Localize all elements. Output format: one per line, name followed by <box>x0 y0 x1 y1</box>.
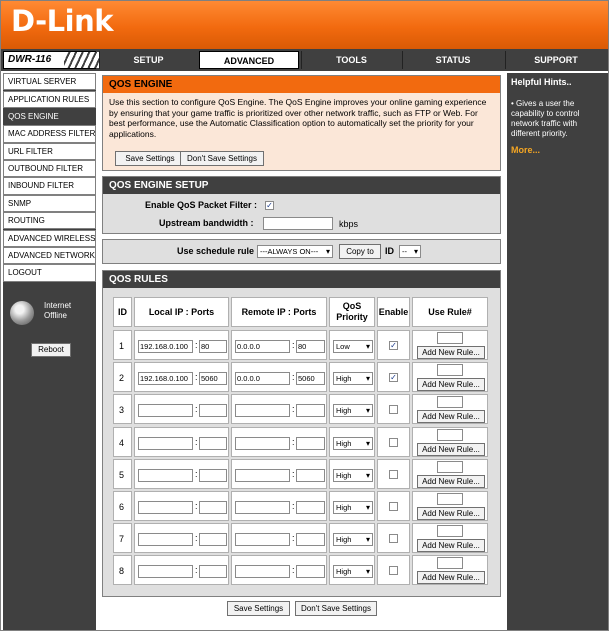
col-header-priority <box>329 297 375 327</box>
table-row-use-rule-cell <box>412 555 488 585</box>
id-label: ID <box>385 246 394 256</box>
table-row-priority-cell <box>329 523 375 553</box>
upstream-unit: kbps <box>339 219 359 229</box>
table-row-priority-cell <box>329 362 375 392</box>
table-row-remote-cell <box>231 394 327 424</box>
use-rule-input[interactable] <box>437 429 463 441</box>
use-rule-input[interactable] <box>437 364 463 376</box>
table-row-local-cell <box>134 523 229 553</box>
table-row-id-cell <box>113 330 132 360</box>
local-ip-input[interactable] <box>138 501 193 514</box>
add-new-rule-button[interactable]: Add New Rule... <box>417 410 485 423</box>
use-rule-input[interactable] <box>437 557 463 569</box>
table-row-remote-cell <box>231 523 327 553</box>
col-header-use-rule <box>412 297 488 327</box>
local-colon: : <box>195 533 198 544</box>
table-row-remote-cell <box>231 427 327 457</box>
dont-save-settings-button-bottom[interactable]: Don't Save Settings <box>295 601 377 616</box>
add-new-rule-button[interactable]: Add New Rule... <box>417 346 485 359</box>
remote-port-input[interactable] <box>296 404 325 417</box>
tab-advanced[interactable]: ADVANCED <box>199 51 299 69</box>
table-row-use-rule-cell <box>412 362 488 392</box>
top-nav <box>1 49 608 71</box>
col-header-local <box>134 297 229 327</box>
table-row-use-rule-cell <box>412 491 488 521</box>
remote-port-input[interactable]: 80 <box>296 340 325 353</box>
qos-rules-table <box>103 289 500 596</box>
local-port-input[interactable]: 80 <box>199 340 227 353</box>
priority-select[interactable]: High ▾ <box>333 437 373 450</box>
priority-select[interactable]: High ▾ <box>333 372 373 385</box>
save-settings-button-bottom[interactable]: Save Settings <box>227 601 290 616</box>
remote-colon: : <box>292 436 295 447</box>
remote-ip-input[interactable] <box>235 469 290 482</box>
table-row-id-cell <box>113 427 132 457</box>
local-colon: : <box>195 340 198 350</box>
remote-port-input[interactable] <box>296 437 325 450</box>
local-ip-input[interactable] <box>138 404 193 417</box>
table-row-priority-cell <box>329 491 375 521</box>
local-port-input[interactable] <box>199 437 227 450</box>
table-row-use-rule-cell <box>412 330 488 360</box>
helpful-hints-panel <box>507 73 608 630</box>
remote-ip-input[interactable] <box>235 533 290 546</box>
add-new-rule-button[interactable]: Add New Rule... <box>417 475 485 488</box>
sidebar-item-logout[interactable]: LOGOUT <box>3 264 96 281</box>
tab-support[interactable]: SUPPORT <box>505 51 606 69</box>
remote-colon: : <box>292 533 295 544</box>
remote-port-input[interactable] <box>296 565 325 578</box>
enable-checkbox[interactable] <box>389 566 398 575</box>
local-ip-input[interactable] <box>138 469 193 482</box>
local-colon: : <box>195 372 198 383</box>
hints-text: • Gives a user the capability to control network traffic with different priority. <box>511 99 580 138</box>
local-ip-input[interactable] <box>138 437 193 450</box>
remote-port-input[interactable] <box>296 501 325 514</box>
table-row-id-cell <box>113 362 132 392</box>
table-row-id-cell <box>113 523 132 553</box>
local-colon: : <box>195 501 198 511</box>
local-ip-input[interactable] <box>138 565 193 578</box>
remote-port-input[interactable] <box>296 533 325 546</box>
table-row-priority-cell <box>329 427 375 457</box>
table-row-remote-cell <box>231 330 327 360</box>
table-row-enable-cell <box>377 459 410 489</box>
table-row-local-cell <box>134 362 229 392</box>
priority-select[interactable]: Low ▾ <box>333 340 373 353</box>
table-row-enable-cell <box>377 394 410 424</box>
table-row-enable-cell <box>377 362 410 392</box>
remote-colon: : <box>292 404 295 415</box>
add-new-rule-button[interactable]: Add New Rule... <box>417 443 485 456</box>
remote-colon: : <box>292 372 295 383</box>
sidebar-item-snmp[interactable]: SNMP <box>3 195 96 212</box>
remote-ip-input[interactable]: 0.0.0.0 <box>235 372 290 385</box>
rule-id: 2 <box>119 373 125 384</box>
use-rule-input[interactable] <box>437 493 463 505</box>
col-header-use-rule-text: Use Rule# <box>428 306 472 317</box>
remote-ip-input[interactable] <box>235 404 290 417</box>
table-row-local-cell <box>134 394 229 424</box>
schedule-rule-select[interactable]: ---ALWAYS ON--- ▾ <box>257 245 333 258</box>
add-new-rule-button[interactable]: Add New Rule... <box>417 539 485 552</box>
col-header-id <box>113 297 132 327</box>
schedule-section <box>102 239 501 264</box>
local-colon: : <box>195 436 198 447</box>
enable-qos-filter-checkbox[interactable]: ✓ <box>266 201 273 210</box>
rule-id: 6 <box>119 502 125 512</box>
local-ip-input[interactable]: 192.168.0.100 <box>138 372 193 385</box>
table-row-local-cell <box>134 330 229 360</box>
qos-setup-title: QOS ENGINE SETUP <box>103 177 500 194</box>
use-rule-input[interactable] <box>437 461 463 473</box>
add-new-rule-button[interactable]: Add New Rule... <box>417 507 485 520</box>
col-header-remote-text: Remote IP : Ports <box>241 306 317 317</box>
col-header-enable-text: Enable <box>378 306 409 317</box>
remote-ip-input[interactable] <box>235 565 290 578</box>
rule-id: 5 <box>119 469 125 480</box>
table-row-priority-cell <box>329 459 375 489</box>
table-row-local-cell <box>134 555 229 585</box>
qos-engine-description: Use this section to configure QoS Engine. The QoS Engine improves your online gaming experience by ensuring that your game traffic is prioritized over other network traffic, such as FTP or Web. For best performance, use the Automatic Classification option to automatically set the priority for your applications. <box>109 97 487 139</box>
priority-select[interactable]: High ▾ <box>333 404 373 417</box>
upstream-bandwidth-label: Upstream bandwidth : <box>159 218 254 228</box>
qos-rules-title: QOS RULES <box>103 271 500 288</box>
rule-id: 3 <box>119 405 125 416</box>
add-new-rule-button[interactable]: Add New Rule... <box>417 571 485 584</box>
rule-id: 4 <box>119 437 125 448</box>
hints-title: Helpful Hints.. <box>511 77 572 87</box>
priority-select[interactable]: High ▾ <box>333 469 373 482</box>
table-row-local-cell <box>134 459 229 489</box>
table-row-remote-cell <box>231 555 327 585</box>
enable-checkbox[interactable] <box>389 438 398 447</box>
rule-id: 1 <box>119 341 125 351</box>
dlink-logo: D-Link <box>11 4 113 38</box>
table-row-priority-cell <box>329 394 375 424</box>
col-header-priority-line2: Priority <box>336 312 368 322</box>
sidebar-item-advanced-wireless[interactable]: ADVANCED WIRELESS <box>3 230 96 247</box>
sidebar-item-application-rules[interactable]: APPLICATION RULES <box>3 91 96 108</box>
internet-status-line2: Offline <box>44 311 67 320</box>
remote-port-input[interactable] <box>296 469 325 482</box>
use-rule-input[interactable] <box>437 525 463 537</box>
hints-more-link[interactable]: More... <box>511 145 541 155</box>
col-header-enable <box>377 297 410 327</box>
table-row-local-cell <box>134 427 229 457</box>
qos-setup-section <box>102 176 501 234</box>
table-row-priority-cell <box>329 555 375 585</box>
reboot-button[interactable]: Reboot <box>31 343 71 357</box>
local-colon: : <box>195 565 198 576</box>
enable-checkbox[interactable] <box>389 470 398 479</box>
save-settings-button-top[interactable]: Save Settings <box>115 151 185 166</box>
priority-select[interactable]: High ▾ <box>333 533 373 546</box>
internet-status <box>8 299 93 329</box>
table-row-enable-cell <box>377 330 410 360</box>
table-row-priority-cell <box>329 330 375 360</box>
local-port-input[interactable]: 5060 <box>199 372 227 385</box>
header-banner <box>1 1 608 49</box>
sidebar-item-routing[interactable]: ROUTING <box>3 212 96 229</box>
table-row-use-rule-cell <box>412 394 488 424</box>
sidebar-item-virtual-server[interactable]: VIRTUAL SERVER <box>3 73 96 90</box>
priority-select[interactable]: High ▾ <box>333 501 373 514</box>
table-row-remote-cell <box>231 491 327 521</box>
local-colon: : <box>195 404 198 415</box>
sidebar-item-qos-engine[interactable]: QOS ENGINE <box>3 108 96 125</box>
main-content <box>99 73 504 630</box>
table-row-enable-cell <box>377 555 410 585</box>
local-port-input[interactable] <box>199 404 227 417</box>
remote-colon: : <box>292 340 295 350</box>
sidebar <box>3 73 96 630</box>
tab-setup[interactable]: SETUP <box>99 51 197 69</box>
remote-colon: : <box>292 565 295 576</box>
tab-status[interactable]: STATUS <box>402 51 503 69</box>
rule-id: 7 <box>119 534 125 545</box>
col-header-remote <box>231 297 327 327</box>
use-rule-input[interactable] <box>437 332 463 344</box>
sidebar-item-mac-address-filter[interactable]: MAC ADDRESS FILTER <box>3 125 96 142</box>
model-stripes-decoration <box>64 52 99 68</box>
enable-checkbox[interactable] <box>389 405 398 414</box>
tab-tools[interactable]: TOOLS <box>301 51 401 69</box>
enable-checkbox[interactable] <box>389 534 398 543</box>
remote-colon: : <box>292 468 295 479</box>
table-row-id-cell <box>113 555 132 585</box>
col-header-id-text: ID <box>118 306 127 317</box>
qos-engine-section <box>102 75 501 171</box>
remote-ip-input[interactable] <box>235 437 290 450</box>
sidebar-item-inbound-filter[interactable]: INBOUND FILTER <box>3 177 96 194</box>
use-rule-input[interactable] <box>437 396 463 408</box>
sidebar-item-url-filter[interactable]: URL FILTER <box>3 143 96 160</box>
enable-checkbox[interactable] <box>389 502 398 511</box>
qos-engine-title: QOS ENGINE <box>103 76 500 93</box>
qos-rules-section <box>102 270 501 597</box>
sidebar-item-advanced-network[interactable]: ADVANCED NETWORK <box>3 247 96 264</box>
enable-checkbox[interactable]: ✓ <box>390 373 397 383</box>
table-row-id-cell <box>113 459 132 489</box>
internet-status-line1: Internet <box>44 301 72 310</box>
local-ip-input[interactable] <box>138 533 193 546</box>
dont-save-settings-button-top[interactable]: Don't Save Settings <box>180 151 264 166</box>
local-port-input[interactable] <box>199 469 227 482</box>
table-row-enable-cell <box>377 427 410 457</box>
enable-qos-filter-label: Enable QoS Packet Filter : <box>145 200 258 210</box>
table-row-id-cell <box>113 394 132 424</box>
col-header-local-text: Local IP : Ports <box>148 306 215 317</box>
local-colon: : <box>195 468 198 479</box>
table-row-use-rule-cell <box>412 427 488 457</box>
table-row-use-rule-cell <box>412 459 488 489</box>
local-port-input[interactable] <box>199 501 227 514</box>
sidebar-item-outbound-filter[interactable]: OUTBOUND FILTER <box>3 160 96 177</box>
local-ip-input[interactable]: 192.168.0.100 <box>138 340 193 353</box>
globe-icon <box>10 301 34 325</box>
table-row-remote-cell <box>231 459 327 489</box>
table-row-enable-cell <box>377 491 410 521</box>
id-select[interactable]: -- ▾ <box>399 245 421 258</box>
local-port-input[interactable] <box>199 533 227 546</box>
schedule-rule-label: Use schedule rule <box>177 246 255 256</box>
rule-id: 8 <box>119 566 125 577</box>
model-text: DWR-116 <box>8 54 52 65</box>
remote-colon: : <box>292 501 295 511</box>
table-row-local-cell <box>134 491 229 521</box>
table-row-id-cell <box>113 491 132 521</box>
internet-status-label <box>44 301 71 321</box>
copy-to-button[interactable]: Copy to <box>339 244 381 259</box>
table-row-remote-cell <box>231 362 327 392</box>
add-new-rule-button[interactable]: Add New Rule... <box>417 378 485 391</box>
remote-ip-input[interactable]: 0.0.0.0 <box>235 340 290 353</box>
remote-port-input[interactable]: 5060 <box>296 372 325 385</box>
enable-checkbox[interactable]: ✓ <box>390 341 397 350</box>
remote-ip-input[interactable] <box>235 501 290 514</box>
upstream-bandwidth-input[interactable] <box>263 217 333 230</box>
table-row-enable-cell <box>377 523 410 553</box>
table-row-use-rule-cell <box>412 523 488 553</box>
priority-select[interactable]: High ▾ <box>333 565 373 578</box>
model-label <box>3 51 96 69</box>
col-header-priority-line1: QoS <box>342 301 362 311</box>
local-port-input[interactable] <box>199 565 227 578</box>
